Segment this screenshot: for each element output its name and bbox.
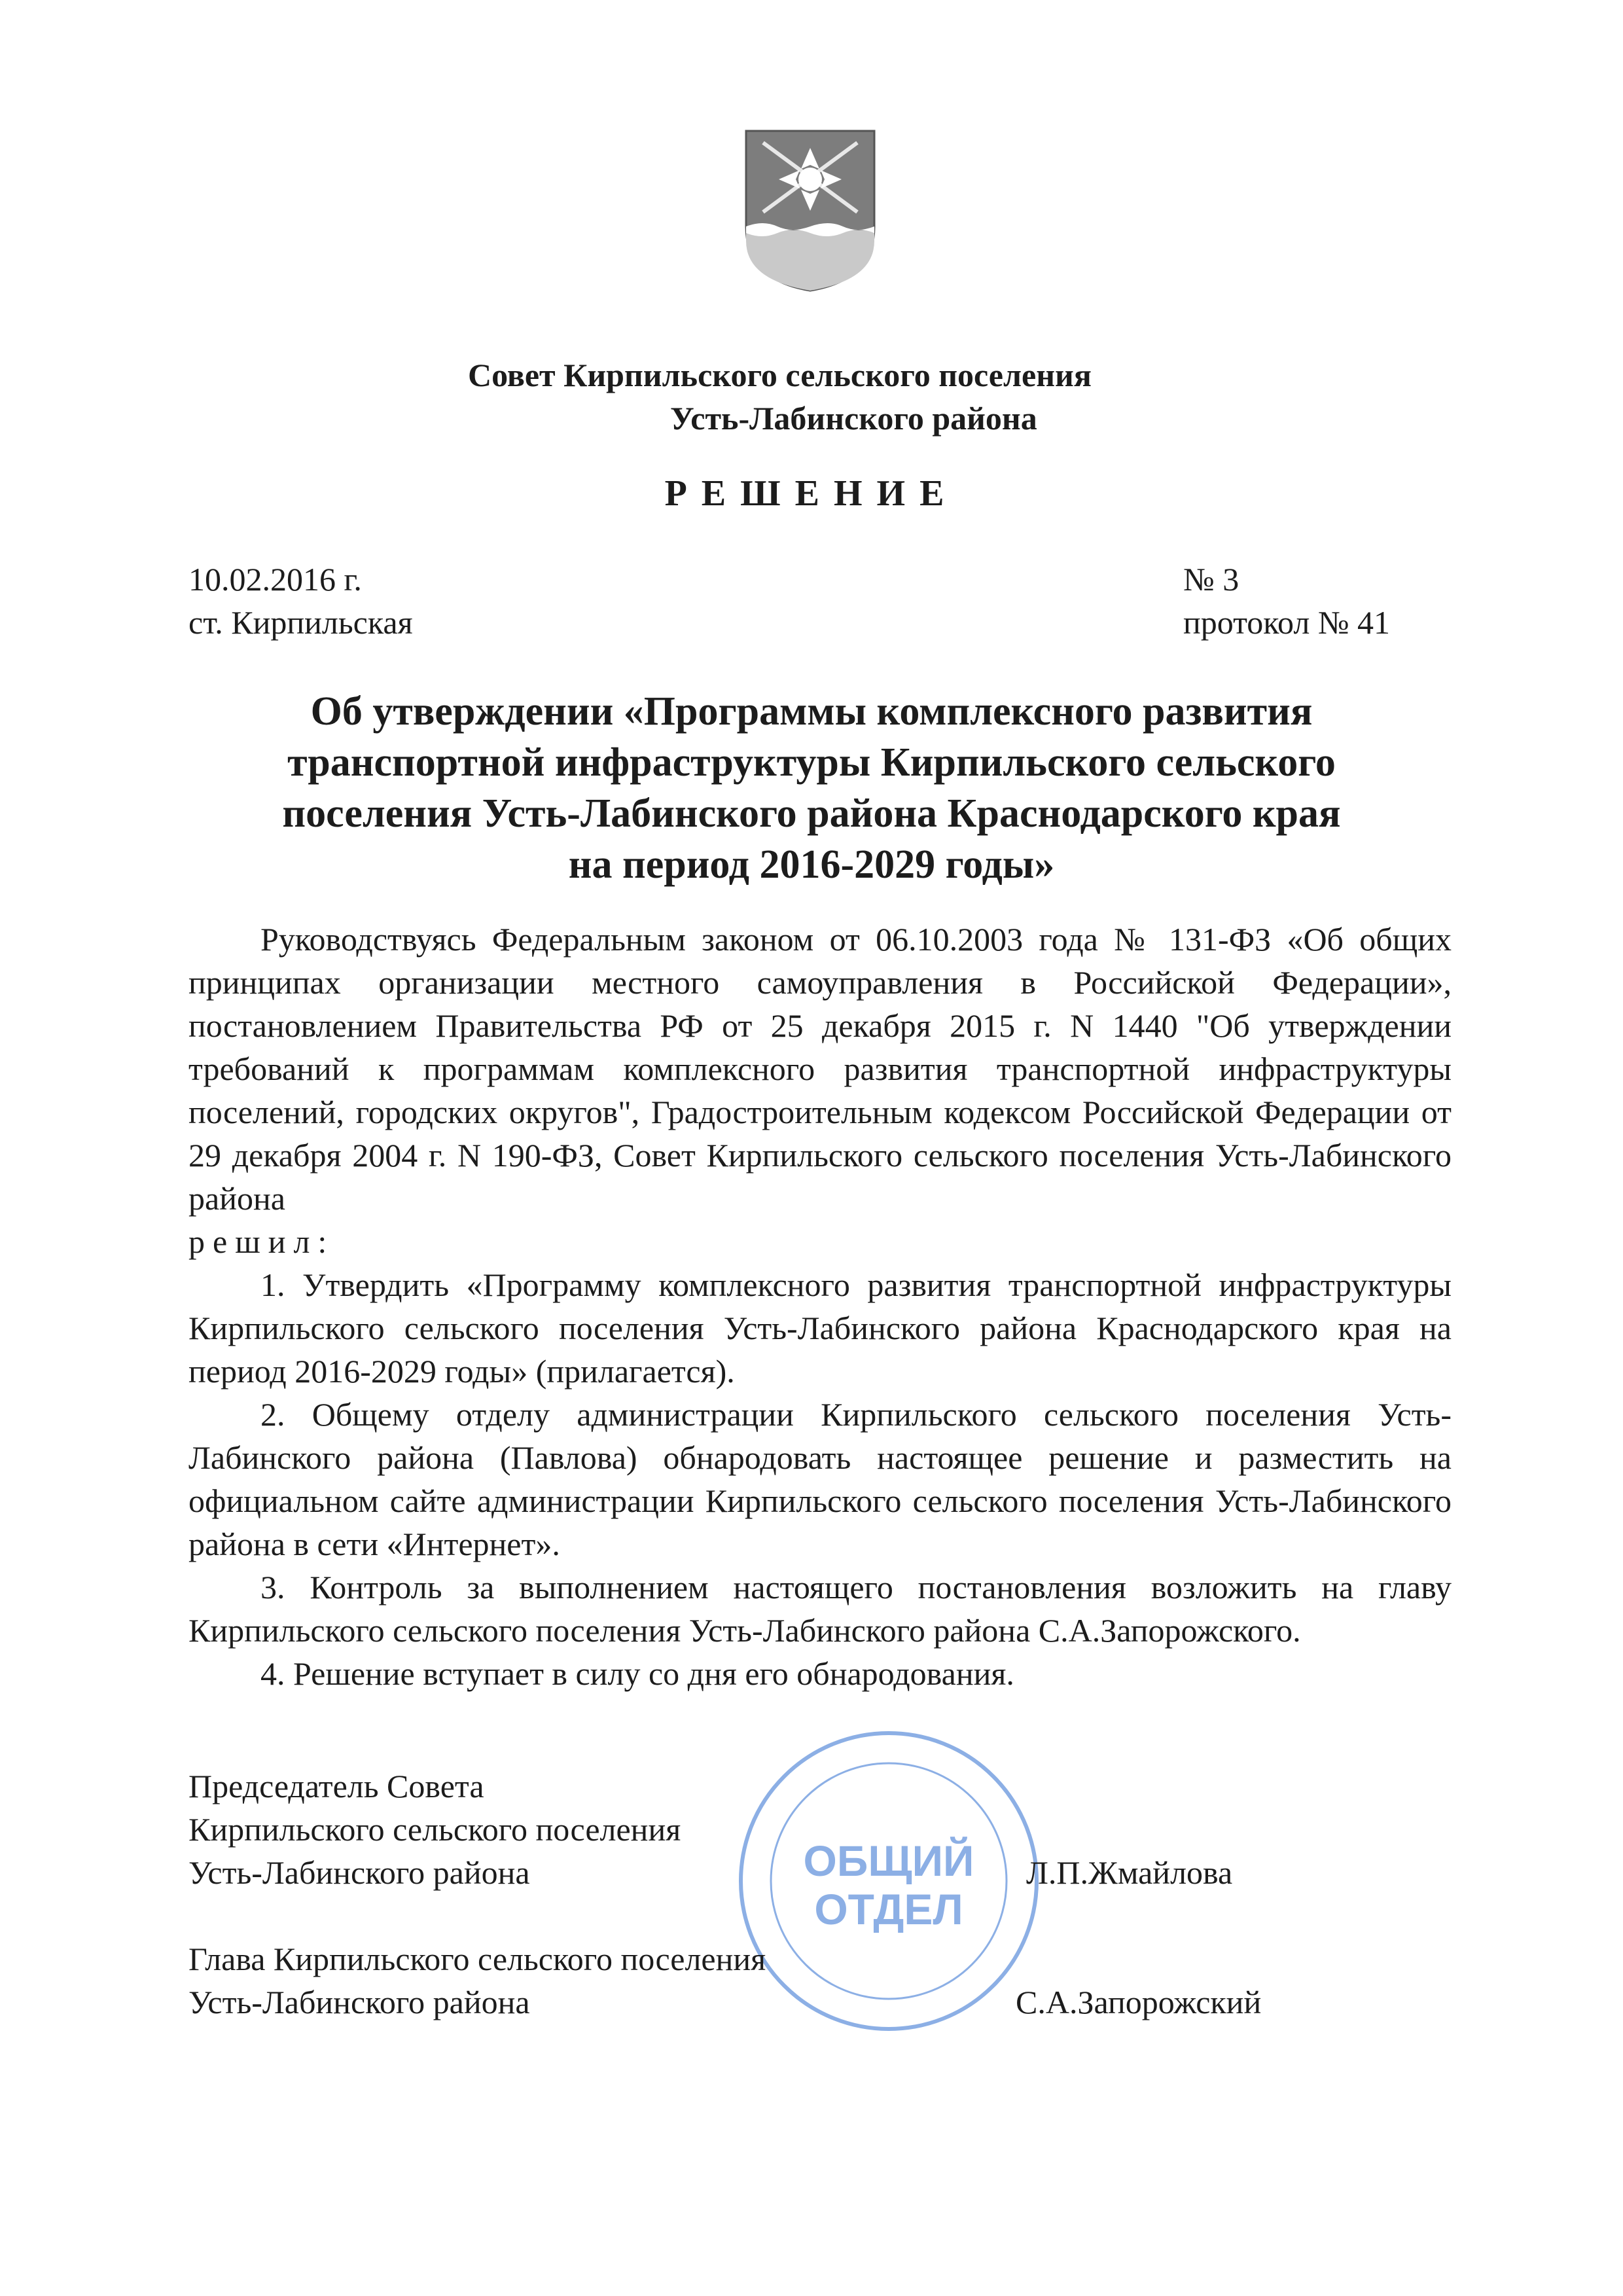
council-name: Совет Кирпильского сельского поселения	[468, 357, 1092, 393]
signatory-title	[188, 1765, 681, 1894]
signatory-title-line: Председатель Совета	[188, 1768, 484, 1804]
district-name: Усть-Лабинского района	[670, 400, 1037, 437]
preamble-paragraph: Руководствуясь Федеральным законом от 06.10.2003 года № 131-ФЗ «Об общих принципах организации местного самоуправления в Российской Федерации», постановлением Правительства РФ от 25 декабря 2015 г. N 1440 "Об утверждении требований к программам комплексного развития транспортной инфраструктуры поселений, городских округов", Градостроительным кодексом Российской Федерации от 29 декабря 2004 г. N 190-ФЗ, Совет Кирпильского сельского поселения Усть-Лабинского района	[188, 921, 1452, 1217]
signatory-name: С.А.Запорожский	[1016, 1984, 1262, 2020]
stamp-text: ОТДЕЛ	[814, 1885, 963, 1933]
heading-line: Об утверждении «Программы комплексного развития	[310, 689, 1313, 734]
heading-line: поселения Усть-Лабинского района Краснодарского края	[282, 791, 1341, 836]
protocol-number: протокол № 41	[1183, 604, 1391, 641]
signatory-name: Л.П.Жмайлова	[1026, 1854, 1233, 1891]
item-paragraph: 1. Утвердить «Программу комплексного развития транспортной инфраструктуры Кирпильского сельского поселения Усть-Лабинского района Краснодарского края на период 2016-2029 годы» (прилагается).	[188, 1266, 1452, 1390]
resolution-heading	[216, 686, 1407, 890]
document-number: № 3	[1183, 561, 1240, 598]
item-paragraph: 2. Общему отделу администрации Кирпильского сельского поселения Усть-Лабинского района (Павлова) обнародовать настоящее решение и разместить на официальном сайте администрации Кирпильского сельского поселения Усть-Лабинского района в сети «Интернет».	[188, 1396, 1452, 1562]
stamp-text: ОБЩИЙ	[803, 1837, 974, 1885]
heading-line: на период 2016-2029 годы»	[568, 842, 1055, 887]
document-type: РЕШЕНИЕ	[664, 473, 959, 514]
signatory-title-line: Усть-Лабинского района	[188, 1854, 530, 1891]
decided-label: решил:	[188, 1223, 335, 1260]
document-date: 10.02.2016 г.	[188, 561, 362, 598]
coat-of-arms-emblem	[743, 128, 877, 293]
official-stamp	[732, 1724, 1046, 2038]
resolution-body	[188, 918, 1452, 1695]
signatory-title-line: Глава Кирпильского сельского поселения	[188, 1941, 766, 1977]
signatory-title-line: Кирпильского сельского поселения	[188, 1811, 681, 1848]
document-place: ст. Кирпильская	[188, 604, 413, 641]
item-paragraph: 4. Решение вступает в силу со дня его обнародования.	[260, 1655, 1014, 1692]
heading-line: транспортной инфраструктуры Кирпильского сельского	[287, 740, 1336, 785]
signatory-title-line: Усть-Лабинского района	[188, 1984, 530, 2020]
signatory-title	[188, 1937, 766, 2024]
item-paragraph: 3. Контроль за выполнением настоящего постановления возложить на главу Кирпильского сельского поселения Усть-Лабинского района С.А.Запорожского.	[188, 1569, 1452, 1649]
